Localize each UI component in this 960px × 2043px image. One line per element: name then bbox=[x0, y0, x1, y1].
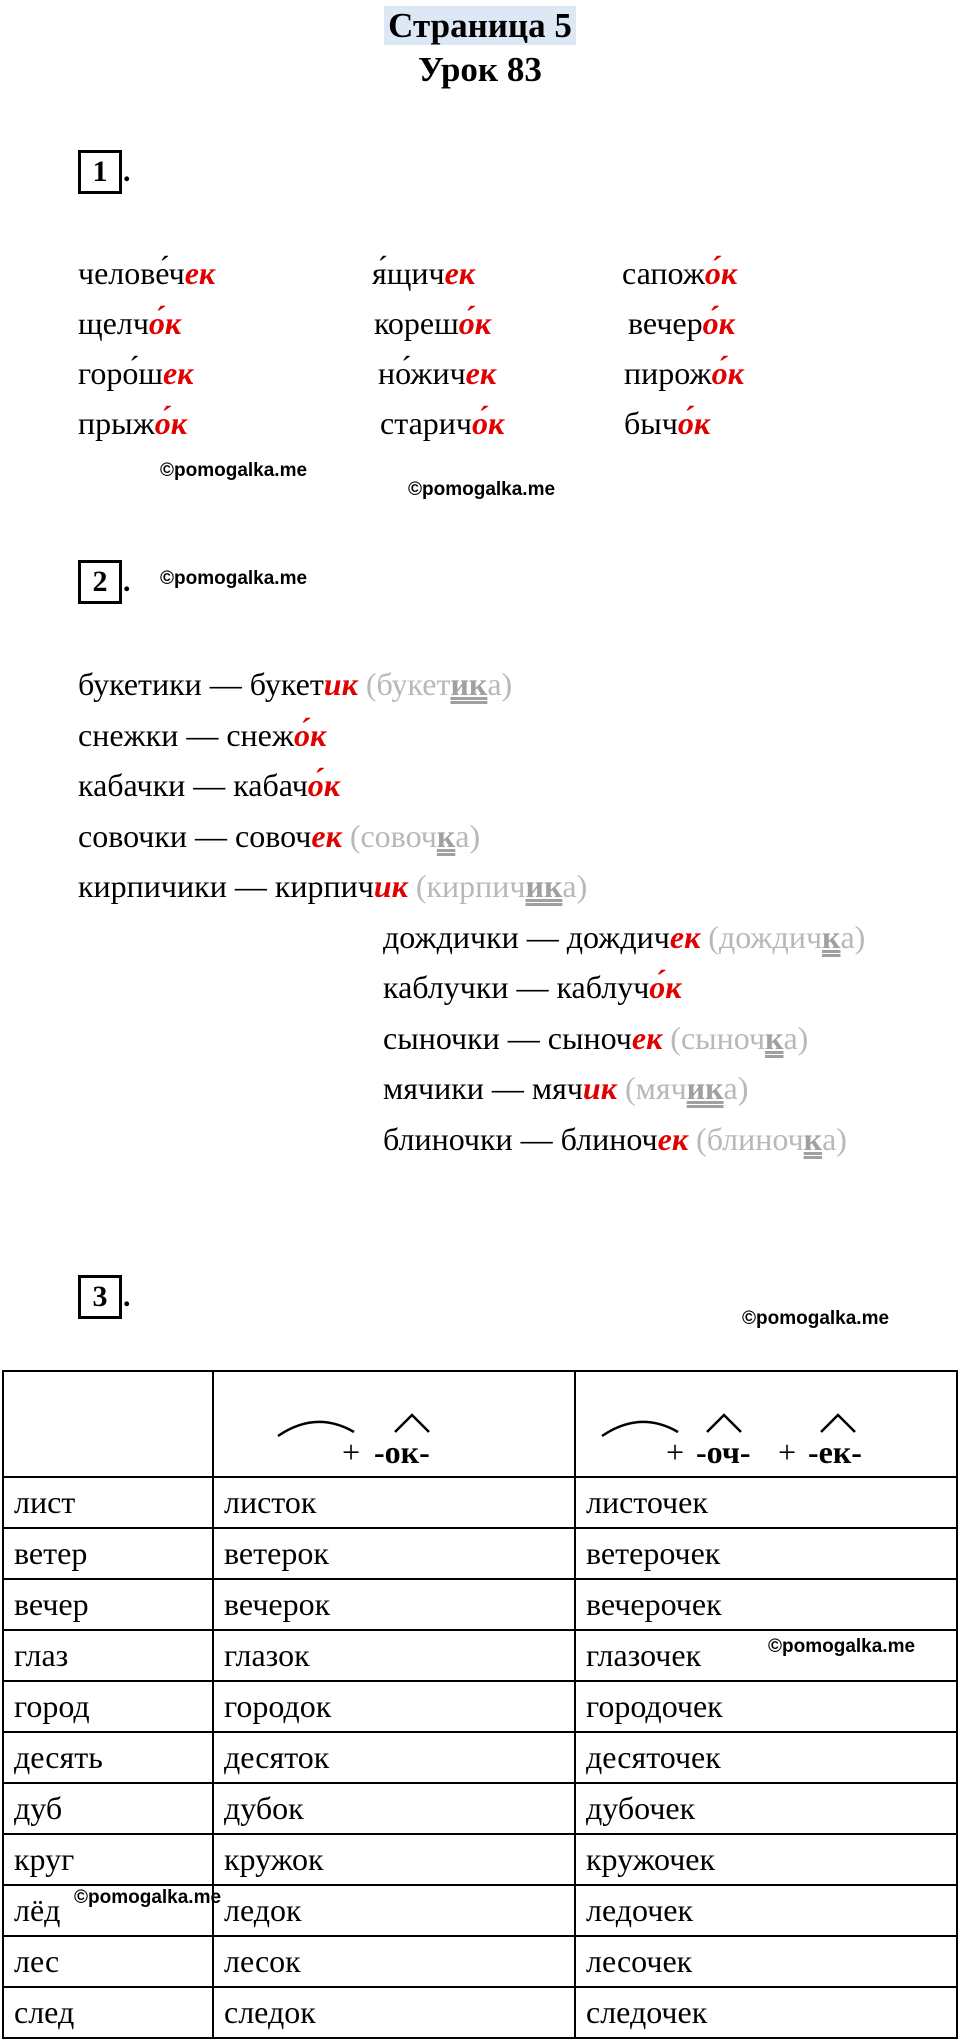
check-form-end: а) bbox=[562, 868, 588, 904]
list-item bbox=[383, 917, 865, 957]
word-suffix: ек bbox=[444, 255, 475, 291]
list-item bbox=[378, 353, 496, 393]
watermark: ©pomogalka.me bbox=[742, 1308, 890, 1329]
plural-word: каблучки bbox=[383, 969, 509, 1005]
list-item bbox=[628, 303, 735, 343]
check-form-mark: к bbox=[436, 817, 456, 854]
ochek-form-cell: ветерочек bbox=[575, 1528, 957, 1579]
ok-form-cell: городок bbox=[213, 1681, 575, 1732]
plural-word: букетики bbox=[78, 666, 202, 702]
task3-number: 3 bbox=[78, 1275, 122, 1319]
word-stem: кореш bbox=[374, 305, 459, 341]
word-suffix: о́к bbox=[307, 767, 341, 803]
ok-form-cell: следок bbox=[213, 1987, 575, 2038]
check-form-mark: ик bbox=[686, 1070, 724, 1106]
list-item bbox=[78, 303, 181, 343]
table-row bbox=[3, 1783, 957, 1834]
ochek-form-cell: городочек bbox=[575, 1681, 957, 1732]
word-stem: совоч bbox=[235, 817, 312, 854]
check-form-end: а) bbox=[822, 1120, 847, 1157]
word-suffix: ек bbox=[465, 355, 497, 391]
word-stem: букет bbox=[249, 666, 324, 702]
ok-form-cell: глазок bbox=[213, 1630, 575, 1681]
word-stem: вечер bbox=[628, 305, 703, 341]
task1-label bbox=[78, 150, 122, 194]
ok-form-cell: лесок bbox=[213, 1936, 575, 1987]
dash: — bbox=[512, 1120, 561, 1157]
watermark: ©pomogalka.me bbox=[160, 568, 308, 589]
ochek-form-cell: кружочек bbox=[575, 1834, 957, 1885]
lesson-title: Урок 83 bbox=[418, 50, 542, 89]
list-item bbox=[78, 816, 480, 856]
plural-word: снежки bbox=[78, 716, 179, 753]
ok-form-cell: листок bbox=[213, 1477, 575, 1528]
word-stem: мяч bbox=[531, 1070, 583, 1106]
word-stem: дождич bbox=[566, 918, 670, 955]
table-row bbox=[3, 1987, 957, 2038]
table-header-row bbox=[3, 1371, 957, 1477]
plural-word: сыночки bbox=[383, 1019, 500, 1056]
word-suffix: о́к bbox=[472, 405, 505, 441]
table-row bbox=[3, 1936, 957, 1987]
header-cell-och-ek bbox=[575, 1371, 957, 1477]
plural-word: дождички bbox=[383, 918, 519, 955]
plural-word: совочки bbox=[78, 817, 188, 854]
watermark: ©pomogalka.me bbox=[74, 1887, 222, 1908]
word-stem: сапож bbox=[622, 255, 705, 291]
word-suffix: о́к bbox=[702, 305, 735, 341]
ok-form-cell: ледок bbox=[213, 1885, 575, 1936]
suffix-och: -оч- bbox=[696, 1434, 751, 1470]
word-suffix: ек bbox=[657, 1120, 689, 1157]
check-form-mark: ик bbox=[450, 666, 488, 702]
check-form bbox=[625, 1070, 748, 1106]
check-form-mark: к bbox=[803, 1120, 823, 1157]
word-suffix: о́к bbox=[704, 255, 738, 291]
ochek-form-cell: листочек bbox=[575, 1477, 957, 1528]
watermark: ©pomogalka.me bbox=[768, 1636, 916, 1657]
check-form-start: (мяч bbox=[624, 1070, 687, 1106]
check-form-start: (букет bbox=[365, 666, 451, 702]
list-item bbox=[372, 253, 475, 293]
word-suffix: о́к bbox=[677, 405, 711, 441]
check-form-start: (дождич bbox=[708, 918, 823, 955]
base-word-cell: десять bbox=[3, 1732, 213, 1783]
word-stem: старич bbox=[380, 405, 472, 441]
watermark: ©pomogalka.me bbox=[408, 479, 556, 500]
base-word-cell: глаз bbox=[3, 1630, 213, 1681]
check-form bbox=[696, 1121, 847, 1157]
ochek-form-cell: глазочек bbox=[575, 1630, 957, 1681]
suffix-ek: -ек- bbox=[808, 1434, 862, 1470]
watermark: ©pomogalka.me bbox=[160, 460, 308, 481]
task1-dot: . bbox=[123, 155, 131, 188]
list-item bbox=[78, 866, 587, 906]
dash: — bbox=[499, 1019, 548, 1056]
check-form bbox=[350, 818, 480, 854]
word-stem: блиноч bbox=[560, 1120, 658, 1157]
dash: — bbox=[226, 868, 275, 904]
page-title-text: Страница 5 bbox=[384, 6, 576, 45]
list-item bbox=[622, 253, 737, 293]
list-item bbox=[78, 765, 340, 805]
dash: — bbox=[508, 969, 557, 1005]
word-stem: кабач bbox=[233, 767, 308, 803]
table-row bbox=[3, 1477, 957, 1528]
word-suffix: ик bbox=[323, 666, 358, 702]
table-row bbox=[3, 1579, 957, 1630]
task1-number: 1 bbox=[78, 150, 122, 194]
plural-word: блиночки bbox=[383, 1120, 513, 1157]
word-suffix: ек bbox=[631, 1019, 663, 1056]
task2-dot: . bbox=[123, 565, 131, 598]
dash: — bbox=[518, 918, 567, 955]
check-form-end: а) bbox=[723, 1070, 749, 1106]
check-form bbox=[366, 666, 512, 702]
base-word-cell: лёд bbox=[3, 1885, 213, 1936]
base-word-cell: круг bbox=[3, 1834, 213, 1885]
list-item bbox=[624, 403, 710, 443]
list-item bbox=[383, 1068, 748, 1108]
word-stem: я́щич bbox=[372, 255, 445, 291]
list-item bbox=[78, 715, 326, 755]
dash: — bbox=[185, 767, 234, 803]
table-row bbox=[3, 1528, 957, 1579]
check-form-end: а) bbox=[487, 666, 513, 702]
header-cell-ok bbox=[213, 1371, 575, 1477]
word-stem: снеж bbox=[226, 716, 294, 753]
word-suffix: о́к bbox=[711, 355, 744, 391]
plus-sign: + bbox=[666, 1434, 685, 1470]
word-suffix: о́к bbox=[154, 405, 187, 441]
word-suffix: ик bbox=[582, 1070, 617, 1106]
list-item bbox=[383, 967, 682, 1007]
word-stem: горо́ш bbox=[78, 355, 163, 391]
ochek-form-cell: ледочек bbox=[575, 1885, 957, 1936]
task3-dot: . bbox=[123, 1280, 131, 1313]
check-form-start: (совоч bbox=[349, 817, 437, 854]
base-word-cell: лес bbox=[3, 1936, 213, 1987]
table-row bbox=[3, 1732, 957, 1783]
check-form bbox=[708, 919, 865, 955]
word-suffix: о́к bbox=[148, 305, 182, 341]
task2-number: 2 bbox=[78, 560, 122, 604]
base-word-cell: ветер bbox=[3, 1528, 213, 1579]
dash: — bbox=[201, 666, 250, 702]
word-stem: челове́ч bbox=[78, 255, 185, 291]
word-suffix: ек bbox=[669, 918, 701, 955]
word-suffix: ек bbox=[184, 255, 216, 291]
word-stem: каблуч bbox=[556, 969, 650, 1005]
plus-sign: + bbox=[342, 1434, 361, 1470]
ok-form-cell: дубок bbox=[213, 1783, 575, 1834]
list-item bbox=[383, 1119, 847, 1159]
word-stem: прыж bbox=[78, 405, 155, 441]
dash: — bbox=[178, 716, 227, 753]
check-form-end: а) bbox=[783, 1019, 809, 1056]
word-stem: но́жич bbox=[378, 355, 466, 391]
plus-sign: + bbox=[778, 1434, 797, 1470]
word-suffix: ик bbox=[373, 868, 408, 904]
plural-word: кабачки bbox=[78, 767, 186, 803]
word-suffix: о́к bbox=[649, 969, 682, 1005]
check-form bbox=[416, 868, 587, 904]
list-item bbox=[624, 353, 744, 393]
list-item bbox=[78, 253, 215, 293]
ochek-form-cell: десяточек bbox=[575, 1732, 957, 1783]
word-suffix: о́к bbox=[293, 716, 327, 753]
list-item bbox=[380, 403, 504, 443]
base-word-cell: вечер bbox=[3, 1579, 213, 1630]
check-form-mark: к bbox=[822, 918, 841, 955]
check-form-start: (блиноч bbox=[696, 1120, 804, 1157]
ok-form-cell: ветерок bbox=[213, 1528, 575, 1579]
plural-word: кирпичики bbox=[78, 868, 227, 904]
word-stem: быч bbox=[624, 405, 678, 441]
check-form-end: а) bbox=[455, 817, 481, 854]
ok-form-cell: вечерок bbox=[213, 1579, 575, 1630]
check-form-start: (сыноч bbox=[670, 1019, 766, 1056]
word-stem: щелч bbox=[78, 305, 149, 341]
ochek-form-cell: вечерочек bbox=[575, 1579, 957, 1630]
word-formation-table bbox=[2, 1370, 958, 2039]
task3-label bbox=[78, 1275, 122, 1319]
check-form-end: а) bbox=[840, 918, 866, 955]
table-row bbox=[3, 1834, 957, 1885]
header-cell-empty bbox=[3, 1371, 213, 1477]
page-title bbox=[0, 4, 960, 48]
check-form-mark: ик bbox=[525, 868, 563, 904]
base-word-cell: город bbox=[3, 1681, 213, 1732]
ochek-form-cell: следочек bbox=[575, 1987, 957, 2038]
list-item bbox=[383, 1018, 808, 1058]
check-form-start: (кирпич bbox=[415, 868, 526, 904]
task2-label bbox=[78, 560, 122, 604]
word-stem: сыноч bbox=[547, 1019, 632, 1056]
list-item bbox=[374, 303, 491, 343]
ochek-form-cell: лесочек bbox=[575, 1936, 957, 1987]
list-item bbox=[78, 664, 512, 704]
dash: — bbox=[187, 817, 236, 854]
plural-word: мячики bbox=[383, 1070, 484, 1106]
table-row bbox=[3, 1681, 957, 1732]
base-word-cell: дуб bbox=[3, 1783, 213, 1834]
ok-form-cell: кружок bbox=[213, 1834, 575, 1885]
word-suffix: ек bbox=[311, 817, 342, 854]
suffix-ok: -ок- bbox=[374, 1434, 430, 1470]
ochek-form-cell: дубочек bbox=[575, 1783, 957, 1834]
base-word-cell: след bbox=[3, 1987, 213, 2038]
word-stem: пирож bbox=[624, 355, 712, 391]
base-word-cell: лист bbox=[3, 1477, 213, 1528]
word-suffix: о́к bbox=[458, 305, 491, 341]
ok-form-cell: десяток bbox=[213, 1732, 575, 1783]
check-form-mark: к bbox=[765, 1019, 784, 1056]
dash: — bbox=[483, 1070, 532, 1106]
word-suffix: ек bbox=[162, 355, 194, 391]
word-stem: кирпич bbox=[274, 868, 374, 904]
list-item bbox=[78, 403, 187, 443]
check-form bbox=[670, 1020, 808, 1056]
list-item bbox=[78, 353, 193, 393]
